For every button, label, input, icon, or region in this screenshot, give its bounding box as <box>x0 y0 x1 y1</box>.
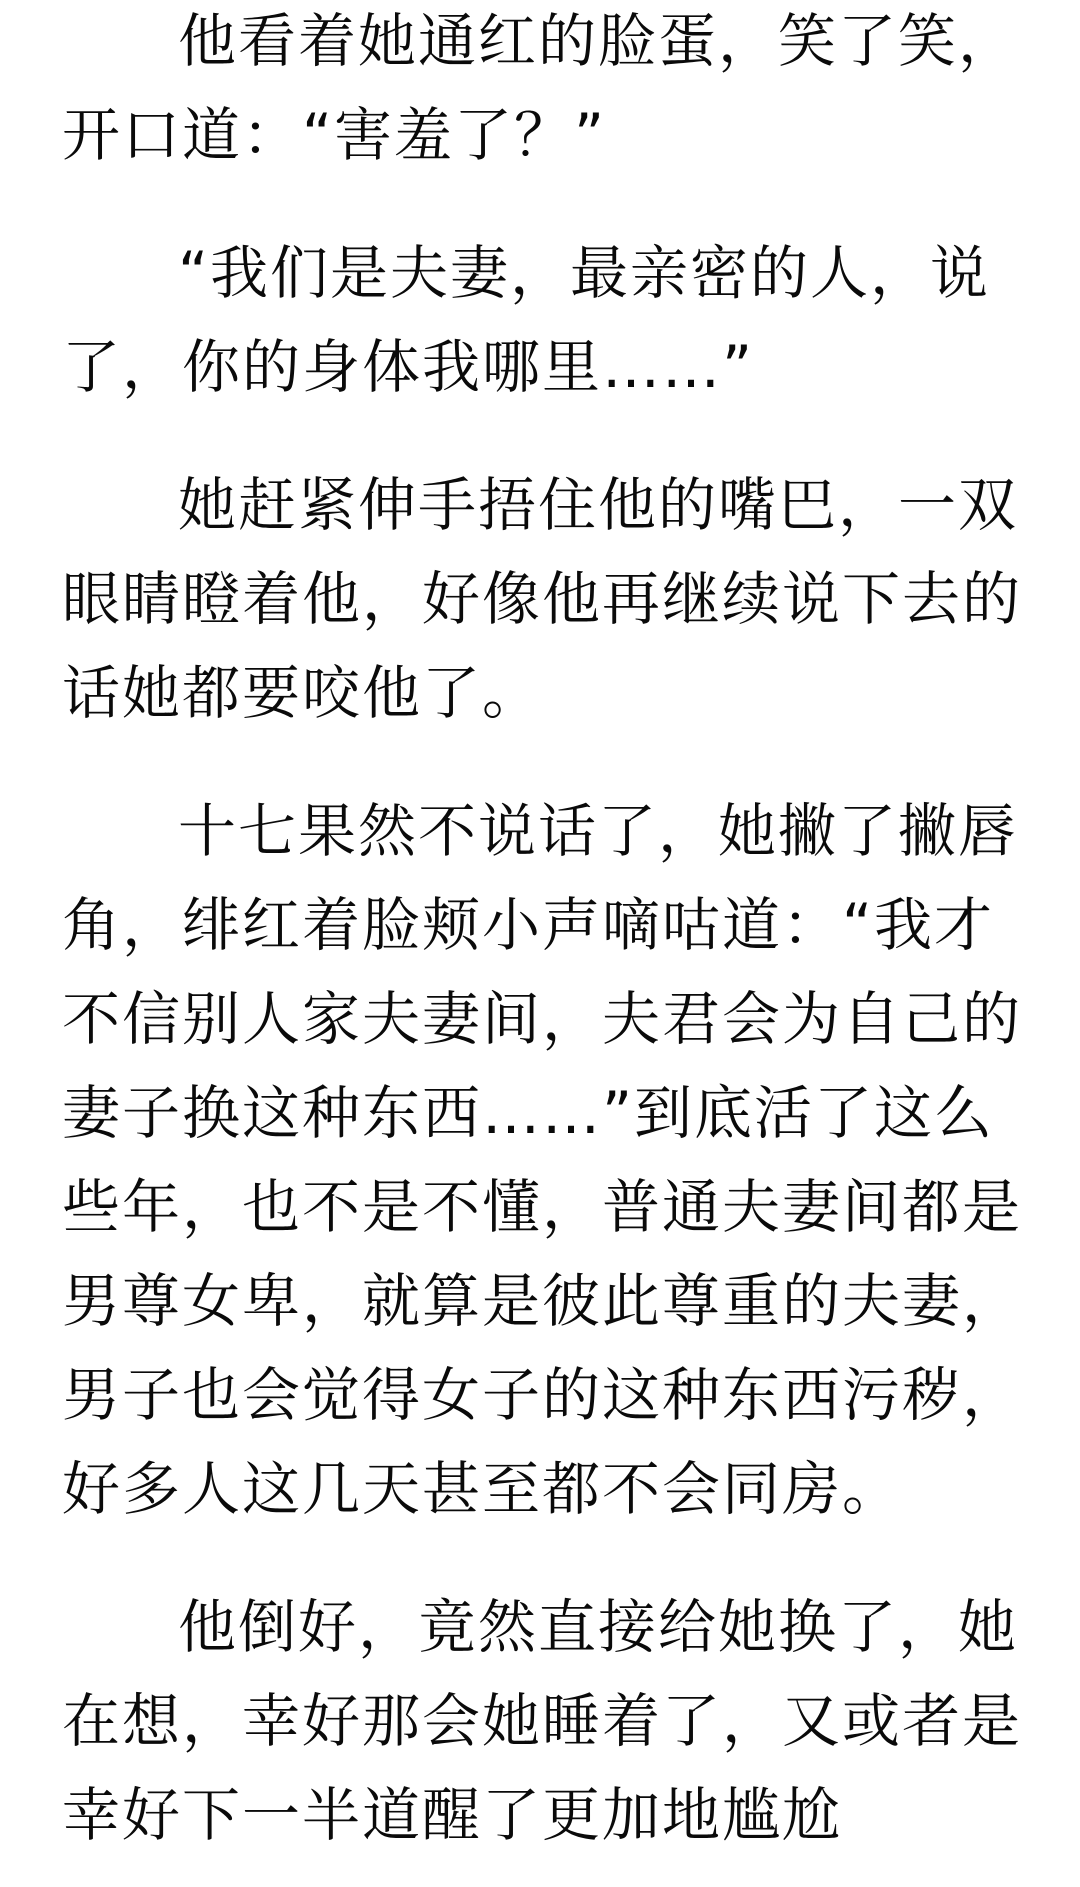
text-line: 十七果然不说话了，她撇了撇唇 <box>178 797 1019 865</box>
text-line: 幸好下一半道醒了更加地尴尬 <box>62 1781 843 1849</box>
text-line: 不信别人家夫妻间，夫君会为自己的 <box>62 985 1023 1053</box>
article-body <box>62 0 1022 1887</box>
text-line: 角，绯红着脸颊小声嘀咕道：“我才 <box>62 891 995 959</box>
text-line: “我们是夫妻，最亲密的人，说 <box>178 239 991 307</box>
text-line: 好多人这几天甚至都不会同房。 <box>62 1455 903 1523</box>
paragraph-2 <box>62 226 1022 414</box>
paragraph-3 <box>62 458 1022 740</box>
text-line: 了，你的身体我哪里……” <box>62 333 755 401</box>
text-line: 妻子换这种东西……”到底活了这么 <box>62 1079 995 1147</box>
text-line: 眼睛瞪着他，好像他再继续说下去的 <box>62 565 1023 633</box>
text-line: 在想，幸好那会她睡着了，又或者是 <box>62 1687 1023 1755</box>
text-line: 男尊女卑，就算是彼此尊重的夫妻， <box>62 1267 1023 1335</box>
text-line: 他看着她通红的脸蛋，笑了笑， <box>178 7 1019 75</box>
text-line: 话她都要咬他了。 <box>62 659 543 727</box>
paragraph-1 <box>62 0 1022 182</box>
paragraph-5 <box>62 1580 1022 1862</box>
text-line: 些年，也不是不懂，普通夫妻间都是 <box>62 1173 1023 1241</box>
text-line: 他倒好，竟然直接给她换了，她 <box>178 1593 1019 1661</box>
text-line: 她赶紧伸手捂住他的嘴巴，一双 <box>178 471 1019 539</box>
text-line: 开口道：“害羞了？” <box>62 101 607 169</box>
text-line: 男子也会觉得女子的这种东西污秽， <box>62 1361 1023 1429</box>
paragraph-4 <box>62 784 1022 1536</box>
